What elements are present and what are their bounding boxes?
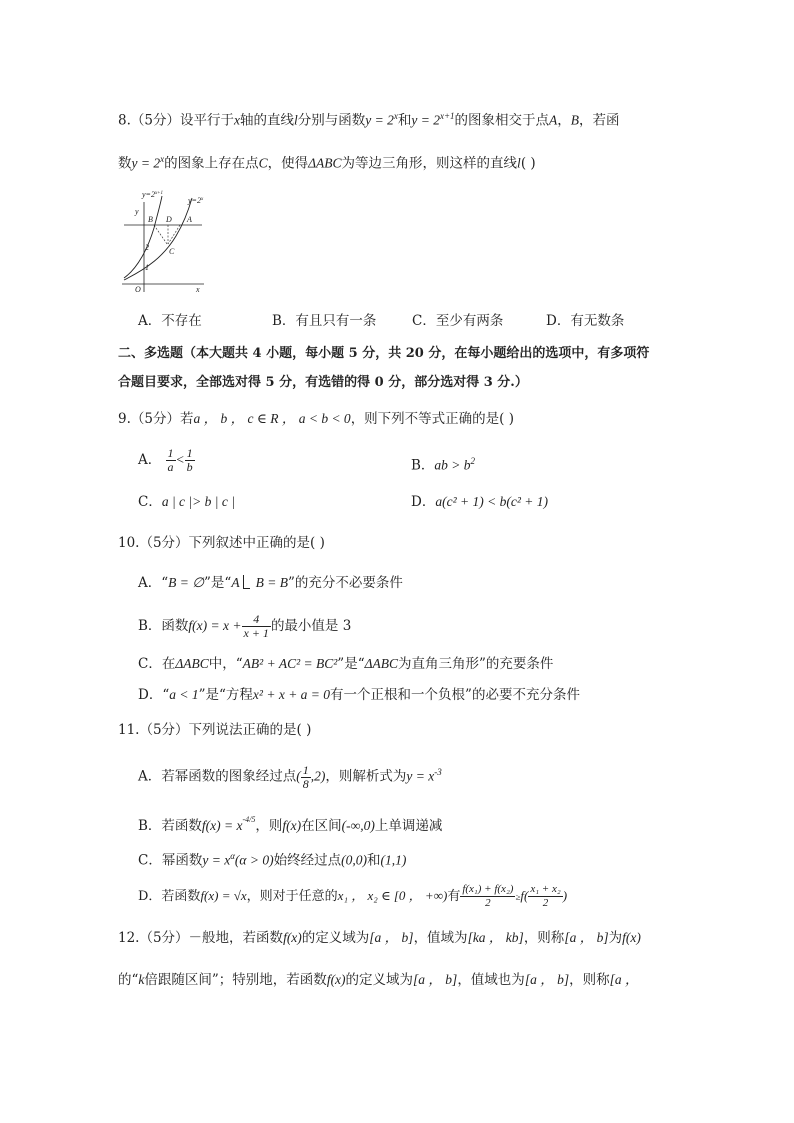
q10-option-d[interactable] xyxy=(138,685,580,705)
q8-option-b[interactable]: B．有且只有一条 xyxy=(272,313,377,329)
option-label: A． xyxy=(138,452,162,468)
text: C．在 xyxy=(138,656,176,672)
q8-text: ( ) xyxy=(520,155,536,172)
q8-exp: x xyxy=(160,154,165,164)
q10-stem: 10.（5分）下列叙述中正确的是( ) xyxy=(118,535,325,551)
q11-option-a[interactable] xyxy=(138,756,442,793)
q8-text: 数 xyxy=(118,155,132,172)
q8-math: y = 2 xyxy=(131,155,161,171)
math: [a ， b] xyxy=(524,972,570,987)
q8-text: 为等边三角形，则这样的直线 xyxy=(341,155,518,172)
math: f(x) = √x xyxy=(200,888,247,903)
label-B: B xyxy=(148,215,153,224)
q9-option-a[interactable] xyxy=(138,444,195,476)
q8-stem-line2 xyxy=(118,149,536,174)
dashed-bc xyxy=(154,225,167,244)
dashed-ac xyxy=(168,225,180,244)
math: f(x) xyxy=(326,972,346,987)
text: D．若函数 xyxy=(138,889,201,904)
label-y: y xyxy=(135,207,139,216)
text: 12.（5分）－般地，若函数 xyxy=(118,930,284,946)
text: 的定义域为 xyxy=(345,972,414,988)
q9-stem xyxy=(118,409,514,429)
q8-math: B xyxy=(570,112,580,128)
text: B．若函数 xyxy=(138,818,202,834)
curve-2-x-plus-1 xyxy=(124,196,162,278)
math: y = x xyxy=(202,852,231,868)
math: ΔABC xyxy=(175,656,209,671)
math: [a ， b] xyxy=(564,930,609,945)
math: ,2) xyxy=(310,768,326,784)
math: A xyxy=(231,575,240,590)
paren: ( xyxy=(296,768,301,784)
text: 有一个正根和一个负根”的必要不充分条件 xyxy=(330,687,580,703)
text: 中，“ xyxy=(208,656,243,672)
q9-text: ，则下列不等式正确的是( ) xyxy=(350,411,515,427)
math: x₁ ， x₂ ∈ [0 ， +∞) xyxy=(337,888,448,903)
text: ，则对于任意的 xyxy=(246,889,338,904)
math: (-∞,0) xyxy=(341,818,375,833)
q8-math: x xyxy=(233,112,240,128)
q8-text: ，使得 xyxy=(267,155,309,172)
q9-math: a ， b ， c ∈ R ， a < b < 0 xyxy=(193,411,351,426)
text: ，值域也为 xyxy=(457,972,525,988)
q12-stem-line1 xyxy=(118,928,641,948)
text: 在区间 xyxy=(301,818,342,834)
math: [a ， b] xyxy=(413,972,458,987)
fraction: $\frac{1}{8}$ xyxy=(302,762,309,791)
math: AB² + AC² = BC² xyxy=(242,656,338,671)
q8-math: l xyxy=(517,155,521,171)
math: ) xyxy=(562,888,568,903)
text: C．幂函数 xyxy=(138,852,203,869)
q11-option-b[interactable] xyxy=(138,806,442,840)
text: 的定义域为 xyxy=(301,930,370,946)
text: ”的充分不必要条件 xyxy=(287,575,403,591)
text: B．函数 xyxy=(138,618,189,634)
option-math: a(c² + 1) < b(c² + 1) xyxy=(435,494,548,509)
text: ，值域为 xyxy=(413,930,468,946)
section2-heading-line1: 二、多选题（本大题共 4 小题，每小题 5 分，共 20 分，在每小题给出的选项中，有多项符 xyxy=(118,346,650,361)
q8-math: ΔABC xyxy=(308,155,342,171)
label-x: x xyxy=(196,285,200,294)
q8-math: C xyxy=(258,155,268,171)
q8-text: ，若函 xyxy=(579,112,620,129)
math: f(x) xyxy=(622,930,641,945)
math: f(x) = x xyxy=(201,818,243,833)
text: 倍跟随区间”；特别地，若函数 xyxy=(144,972,327,988)
math: ΔABC xyxy=(364,656,399,671)
math: (α > 0) xyxy=(234,852,274,868)
math: B = B xyxy=(255,575,288,590)
q11-option-c[interactable] xyxy=(138,846,406,871)
text: ”是“ xyxy=(204,575,232,591)
q8-option-c[interactable]: C．至少有两条 xyxy=(412,313,504,329)
text: 上单调递减 xyxy=(374,818,443,834)
q11-option-d[interactable] xyxy=(138,880,567,913)
exp: 2 xyxy=(470,456,476,466)
math: [ka ， kb] xyxy=(467,930,524,945)
q10-option-c[interactable] xyxy=(138,654,553,674)
math: a < 1 xyxy=(169,687,199,702)
text: ，则 xyxy=(255,818,283,834)
exp: -4/5 xyxy=(242,815,256,824)
fraction: $\frac{1}{b}$ xyxy=(186,446,193,474)
text: ，则解析式为 xyxy=(325,768,407,785)
fraction: $\frac{\text{f(x₁) + f(x₂)}}{2}$ xyxy=(462,883,514,909)
q12-stem-line2 xyxy=(118,970,638,990)
math: [a ， b] xyxy=(369,930,414,945)
text: ”是“方程 xyxy=(198,687,253,703)
q8-text: 轴的直线 xyxy=(239,112,294,129)
section2-heading-line2: 合题目要求，全部选对得 5 分，有选错的得 0 分，部分选对得 3 分.） xyxy=(118,375,528,390)
math: y = x xyxy=(406,768,435,784)
q10-option-b[interactable] xyxy=(138,610,351,642)
q8-text: 和 xyxy=(397,112,412,129)
math: f( xyxy=(520,888,529,903)
option-math: a | c |> b | c | xyxy=(161,494,235,509)
less-than: < xyxy=(175,452,185,467)
text: 有 xyxy=(447,889,461,904)
text: 始终经过点 xyxy=(273,852,342,869)
q10-option-a[interactable] xyxy=(138,573,403,593)
q8-exp: x xyxy=(393,111,398,121)
math: k xyxy=(138,972,145,987)
math: (1,1) xyxy=(380,852,407,868)
q8-text: 分别与函数 xyxy=(297,112,366,129)
q9-option-c[interactable] xyxy=(138,492,235,512)
text: A．若幂函数的图象经过点 xyxy=(138,768,297,785)
text: 的最小值是 3 xyxy=(270,618,352,634)
math: [a ， xyxy=(609,972,639,987)
label-A: A xyxy=(187,215,192,224)
fraction: $\frac{1}{a}$ xyxy=(167,446,174,474)
label-2: 2 xyxy=(145,243,149,252)
text: 为 xyxy=(608,930,623,946)
option-label: D． xyxy=(411,494,436,510)
text: A．“ xyxy=(138,575,169,591)
label-top-left: $y=2^{x+1}$ xyxy=(142,190,164,199)
option-label: B． xyxy=(411,457,435,474)
label-1: 1 xyxy=(145,263,149,272)
text: 为直角三角形”的充要条件 xyxy=(398,656,554,672)
label-O: O xyxy=(135,285,141,294)
q8-option-d[interactable]: D．有无数条 xyxy=(546,313,625,329)
q9-text: 9.（5分）若 xyxy=(118,411,194,427)
text: 的“ xyxy=(118,972,139,988)
q8-math: A xyxy=(549,112,558,128)
q8-text: 的图象上存在点 xyxy=(164,155,259,172)
math: (0,0) xyxy=(341,852,367,868)
q8-exp: x+1 xyxy=(439,111,455,121)
label-top-right: $y=2^x$ xyxy=(188,196,204,205)
math: f(x) xyxy=(282,818,302,833)
exp: -3 xyxy=(434,767,442,777)
q8-option-a[interactable]: A．不存在 xyxy=(138,313,202,329)
q8-text: 8.（5分）设平行于 xyxy=(118,112,234,129)
text: ”是“ xyxy=(337,656,365,672)
text: ，则称 xyxy=(569,972,610,988)
q8-graph-figure xyxy=(118,188,208,296)
text: ，则称 xyxy=(523,930,565,946)
fraction: $\frac{4}{x + 1}$ xyxy=(243,612,269,640)
option-label: C． xyxy=(138,494,162,510)
label-D: D xyxy=(166,215,172,224)
fraction: $\frac{\text{x₁ + x₂}}{2}$ xyxy=(530,883,561,909)
text: 和 xyxy=(366,852,381,869)
q8-stem-line1 xyxy=(118,106,620,131)
math: B = ∅ xyxy=(168,575,205,590)
text: D．“ xyxy=(138,687,170,703)
label-C: C xyxy=(169,247,175,256)
q11-stem: 11.（5分）下列说法正确的是( ) xyxy=(118,722,312,738)
q8-math: l xyxy=(293,112,298,128)
q9-option-b[interactable] xyxy=(411,451,475,476)
math: ≥ xyxy=(515,892,521,902)
q8-text: 的图象相交于点 xyxy=(454,112,550,129)
math: f(x) = x + xyxy=(188,618,242,633)
math: f(x) xyxy=(283,930,302,945)
q8-text: ， xyxy=(557,112,571,129)
math: x² + x + a = 0 xyxy=(252,687,331,702)
q9-option-d[interactable] xyxy=(411,492,548,512)
exp: α xyxy=(230,851,235,861)
union-icon xyxy=(243,575,250,589)
q8-math: y = 2 xyxy=(411,112,440,128)
option-math: ab > b xyxy=(434,457,471,473)
q8-math: y = 2 xyxy=(365,112,394,128)
